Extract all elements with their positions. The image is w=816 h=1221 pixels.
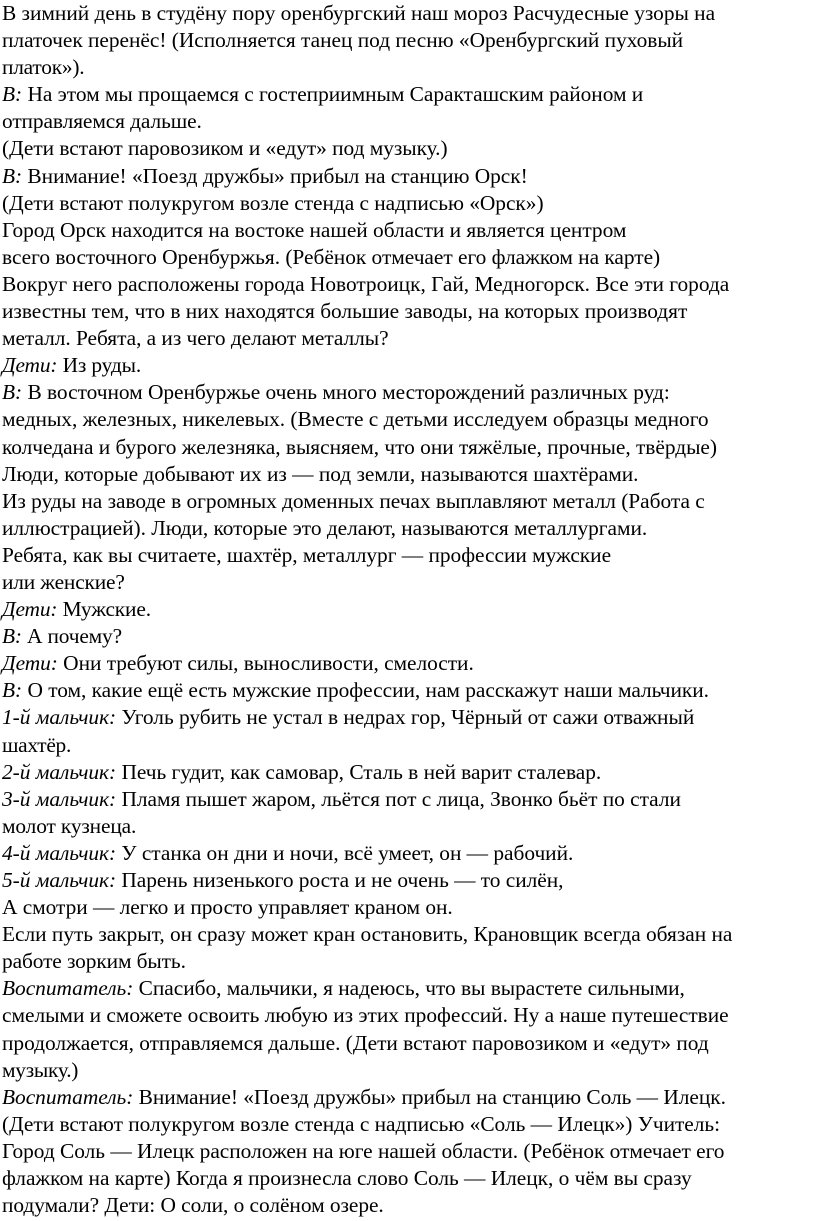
line-text: В восточном Оренбуржье очень много месторождений различных руд: (22, 380, 670, 405)
text-line (2, 190, 816, 217)
line-text: музыку.) (2, 1057, 79, 1082)
text-line (2, 1111, 816, 1138)
line-text: Если путь закрыт, он сразу может кран остановить, Крановщик всегда обязан на (2, 922, 733, 947)
text-line (2, 677, 816, 704)
text-line (2, 81, 816, 108)
text-line (2, 135, 816, 162)
line-text: Парень низенького роста и не очень — то силён, (116, 868, 564, 892)
text-line (2, 325, 816, 352)
text-line (2, 867, 816, 894)
line-text: О том, какие ещё есть мужские профессии, нам расскажут наши мальчики. (22, 678, 709, 703)
text-line (2, 108, 816, 135)
text-line (2, 542, 816, 569)
text-line (2, 650, 816, 677)
speaker-label: В: (2, 163, 23, 188)
text-line (2, 0, 816, 27)
line-text: Из руды на заводе в огромных доменных печах выплавляют металл (Работа с (2, 488, 705, 513)
line-text: платок»). (2, 55, 85, 80)
text-line (2, 813, 816, 840)
text-line (2, 1192, 816, 1219)
speaker-label: Воспитатель: (2, 976, 134, 1001)
text-line (2, 217, 816, 244)
line-text: На этом мы прощаемся с гостеприимным Саракташским районом и (22, 82, 644, 107)
text-line (2, 759, 816, 786)
line-text: известны тем, что в них находятся большие заводы, на которых производят (2, 299, 688, 324)
line-text: Город Соль — Илецк расположен на юге нашей области. (Ребёнок отмечает его (2, 1138, 725, 1163)
speaker-label: Дети: (2, 597, 58, 622)
text-line (2, 921, 816, 948)
line-text: шахтёр. (2, 732, 72, 757)
speaker-label: 1-й мальчик: (2, 705, 117, 730)
text-line (2, 948, 816, 975)
text-line (2, 623, 816, 650)
line-text: флажком на карте) Когда я произнесла слово Соль — Илецк, о чём вы сразу (2, 1166, 692, 1191)
line-text: всего восточного Оренбуржья. (Ребёнок отмечает его флажком на карте) (2, 244, 661, 269)
line-text: смелыми и сможете освоить любую из этих профессий. Ну а наше путешествие (2, 1003, 729, 1028)
speaker-label: В: (2, 624, 22, 649)
line-text: отправляемся дальше. (2, 109, 202, 134)
text-line (2, 1138, 816, 1165)
line-text: платочек перенёс! (Исполняется танец под песню «Оренбургский пуховый (2, 28, 684, 53)
text-line (2, 434, 816, 461)
speaker-label: 4-й мальчик: (2, 840, 117, 865)
text-line (2, 1165, 816, 1192)
text-line (2, 244, 816, 271)
speaker-label: Воспитатель: (2, 1084, 134, 1109)
text-line (2, 704, 816, 731)
text-line (2, 1084, 816, 1111)
line-text: Город Орск находится на востоке нашей области и является центром (2, 217, 627, 242)
speaker-label: В: (2, 82, 23, 107)
speaker-label: 5-й мальчик: (2, 868, 117, 892)
text-line (2, 298, 816, 325)
line-text: металл. Ребята, а из чего делают металлы? (2, 326, 389, 351)
text-line (2, 406, 816, 433)
text-line (2, 840, 816, 867)
line-text: Пламя пышет жаром, льётся пот с лица, Звонко бьёт по стали (116, 786, 681, 811)
text-line (2, 163, 816, 190)
text-line (2, 569, 816, 596)
text-line (2, 271, 816, 298)
line-text: (Дети встают паровозиком и «едут» под музыку.) (2, 136, 448, 161)
text-line (2, 27, 816, 54)
speaker-label: Дети: (2, 353, 58, 378)
line-text: Печь гудит, как самовар, Сталь в ней варит сталевар. (116, 759, 602, 784)
line-text: подумали? Дети: О соли, о солёном озере. (2, 1193, 384, 1218)
line-text: Внимание! «Поезд дружбы» прибыл на станцию Соль — Илецк. (133, 1084, 726, 1109)
text-line (2, 1002, 816, 1029)
line-text: продолжается, отправляемся дальше. (Дети встают паровозиком и «едут» под (2, 1030, 709, 1055)
text-line (2, 894, 816, 921)
line-text: Мужские. (57, 597, 151, 622)
line-text: Люди, которые добывают их из — под земли, называются шахтёрами. (2, 461, 639, 486)
line-text: медных, железных, никелевых. (Вместе с детьми исследуем образцы медного (2, 407, 709, 432)
text-line (2, 515, 816, 542)
text-line (2, 461, 816, 488)
speaker-label: 2-й мальчик: (2, 759, 117, 784)
text-line (2, 975, 816, 1002)
text-line (2, 54, 816, 81)
line-text: У станка он дни и ночи, всё умеет, он — рабочий. (116, 840, 574, 865)
text-line (2, 596, 816, 623)
text-line (2, 379, 816, 406)
line-text: Ребята, как вы считаете, шахтёр, металлург — профессии мужские (2, 542, 612, 567)
speaker-label: 3-й мальчик: (2, 786, 117, 811)
text-line (2, 732, 816, 759)
text-line (2, 1057, 816, 1084)
line-text: Уголь рубить не устал в недрах гор, Чёрный от сажи отважный (116, 705, 695, 730)
line-text: молот кузнеца. (2, 813, 137, 838)
line-text: (Дети встают полукругом возле стенда с надписью «Соль — Илецк») Учитель: (2, 1111, 721, 1136)
line-text: А смотри — легко и просто управляет краном он. (2, 895, 453, 920)
line-text: Внимание! «Поезд дружбы» прибыл на станцию Орск! (22, 163, 528, 188)
line-text: Вокруг него расположены города Новотроицк, Гай, Медногорск. Все эти города (2, 271, 730, 296)
speaker-label: В: (2, 678, 23, 703)
line-text: иллюстрацией). Люди, которые это делают, называются металлургами. (2, 515, 648, 540)
text-line (2, 488, 816, 515)
line-text: Они требуют силы, выносливости, смелости. (57, 651, 474, 676)
line-text: (Дети встают полукругом возле стенда с надписью «Орск») (2, 190, 544, 215)
text-line (2, 786, 816, 813)
line-text: работе зорким быть. (2, 949, 186, 974)
line-text: В зимний день в студёну пору оренбургский наш мороз Расчудесные узоры на (2, 1, 716, 25)
line-text: Из руды. (57, 353, 142, 378)
speaker-label: В: (2, 380, 23, 405)
line-text: колчедана и бурого железняка, выясняем, что они тяжёлые, прочные, твёрдые) (2, 434, 717, 459)
line-text: А почему? (21, 624, 122, 649)
line-text: Спасибо, мальчики, я надеюсь, что вы вырастете сильными, (133, 976, 685, 1001)
speaker-label: Дети: (2, 651, 58, 676)
text-line (2, 352, 816, 379)
text-line (2, 1030, 816, 1057)
line-text: или женские? (2, 569, 125, 594)
